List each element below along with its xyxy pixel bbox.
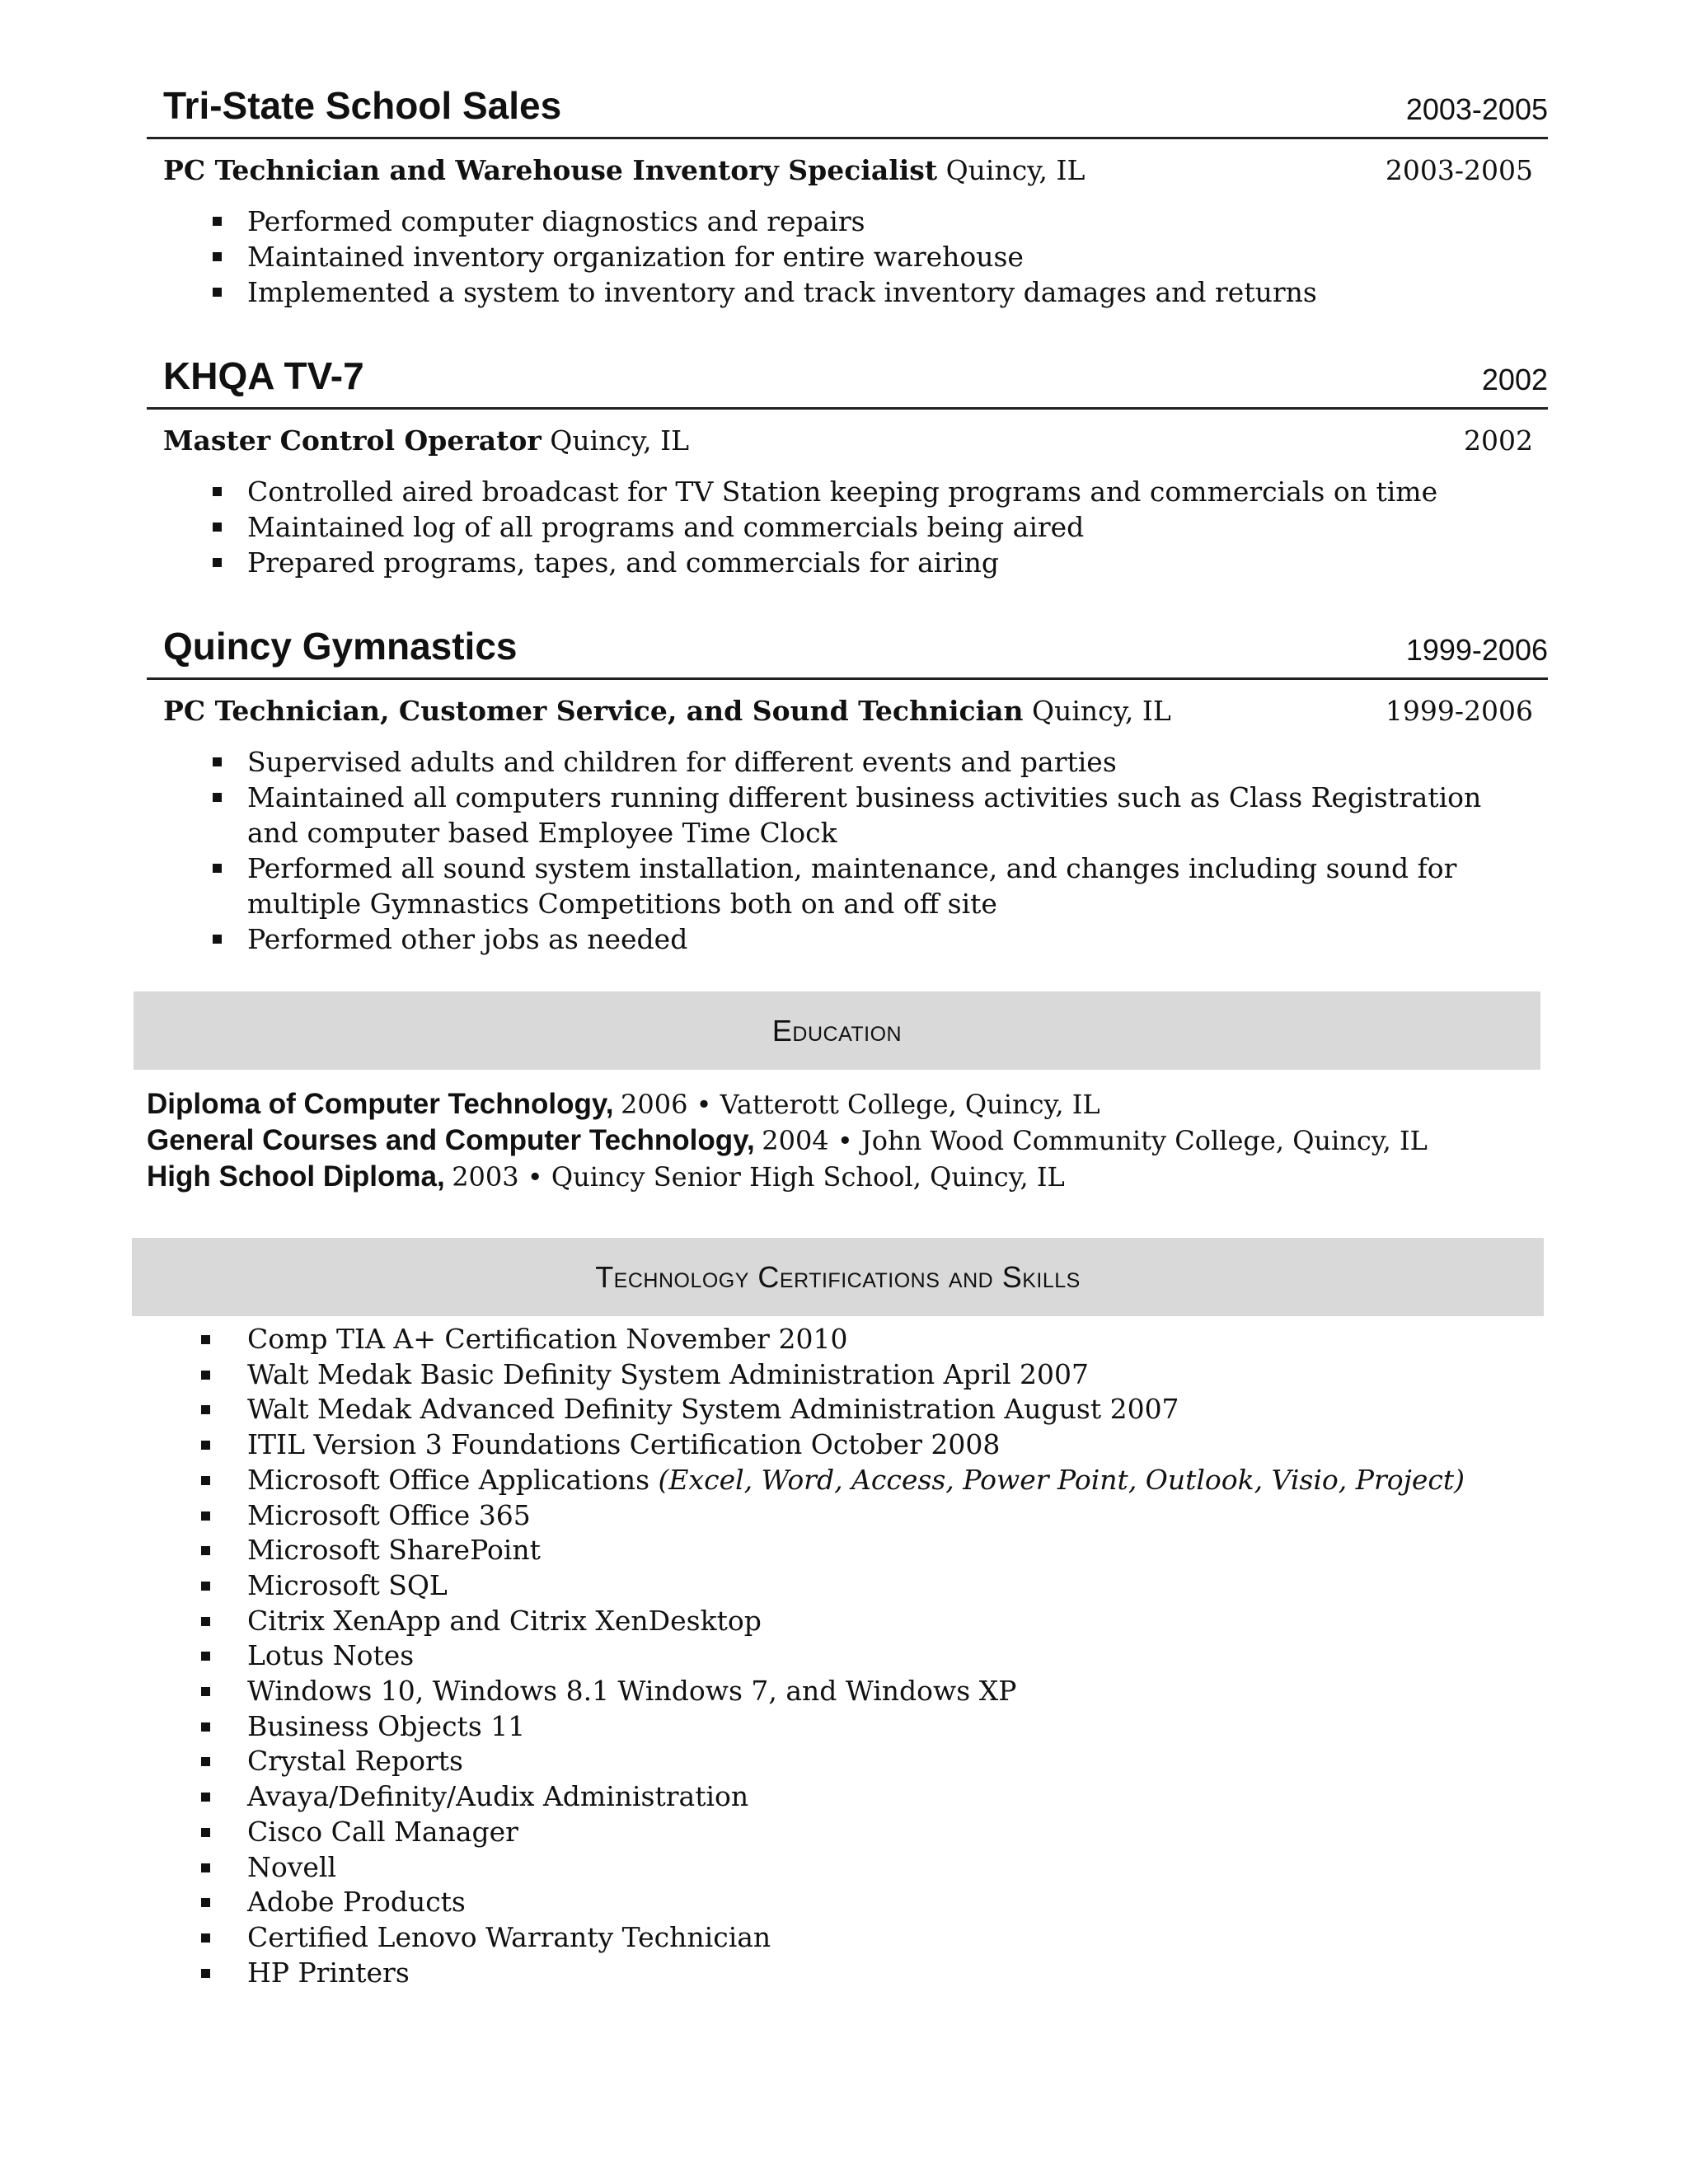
list-item — [147, 1604, 1465, 1639]
skill-text: Avaya/Definity/Audix Administration — [247, 1780, 749, 1813]
square-bullet-icon — [213, 487, 222, 496]
section-title-skills: Technology Certifications and Skills — [595, 1260, 1081, 1294]
list-item — [147, 1885, 1465, 1920]
degree-detail: 2003 • Quincy Senior High School, Quincy, IL — [452, 1161, 1065, 1193]
list-item — [147, 1815, 1465, 1850]
list-item — [147, 1850, 1465, 1886]
role-location: Quincy, IL — [945, 154, 1085, 186]
list-item — [147, 474, 1533, 509]
role-line — [147, 148, 1548, 194]
square-bullet-icon — [201, 1476, 210, 1485]
list-item — [147, 1956, 1465, 1991]
square-bullet-icon — [201, 1405, 210, 1414]
role-years: 1999-2006 — [1385, 695, 1533, 727]
list-item — [147, 1568, 1465, 1604]
duty-text: Performed other jobs as needed — [247, 923, 688, 955]
skill-text: ITIL Version 3 Foundations Certification October 2008 — [247, 1428, 1001, 1461]
role-name: Master Control Operator — [163, 424, 542, 457]
duties-list — [147, 744, 1548, 957]
degree-name: Diploma of Computer Technology, — [147, 1088, 614, 1120]
list-item — [147, 239, 1533, 274]
skills-heading-band — [132, 1238, 1544, 1316]
list-item — [147, 1392, 1465, 1427]
company-years: 2003-2005 — [1405, 92, 1548, 126]
job-header — [147, 349, 1548, 410]
square-bullet-icon — [201, 1371, 210, 1380]
list-item — [147, 1357, 1465, 1393]
square-bullet-icon — [201, 1898, 210, 1907]
duty-text: Supervised adults and children for different events and parties — [247, 746, 1117, 778]
company-years: 2002 — [1481, 363, 1548, 396]
education-entry — [147, 1159, 1548, 1195]
duty-text: Maintained log of all programs and commercials being aired — [247, 511, 1085, 543]
skill-text: Lotus Notes — [247, 1639, 415, 1672]
list-item — [147, 921, 1533, 957]
square-bullet-icon — [201, 1757, 210, 1766]
degree-detail: 2006 • Vatterott College, Quincy, IL — [620, 1089, 1100, 1120]
duties-list — [147, 474, 1548, 580]
square-bullet-icon — [201, 1933, 210, 1943]
section-title-education: Education — [771, 1014, 903, 1047]
list-item — [147, 851, 1533, 921]
company-name: Tri-State School Sales — [163, 84, 562, 127]
skill-text: Cisco Call Manager — [247, 1815, 518, 1848]
skill-text: Microsoft SharePoint — [247, 1534, 541, 1567]
square-bullet-icon — [201, 1511, 210, 1521]
square-bullet-icon — [201, 1969, 210, 1978]
skill-text: Windows 10, Windows 8.1 Windows 7, and Windows XP — [247, 1675, 1017, 1708]
skill-text: Certified Lenovo Warranty Technician — [247, 1920, 771, 1953]
skill-text: Adobe Products — [247, 1886, 466, 1919]
degree-detail: 2004 • John Wood Community College, Quincy, IL — [762, 1125, 1428, 1156]
skill-text: Comp TIA A+ Certification November 2010 — [247, 1323, 848, 1355]
list-item — [147, 744, 1533, 780]
list-item — [147, 204, 1533, 239]
duty-text: Prepared programs, tapes, and commercials for airing — [247, 546, 1000, 579]
education-list — [147, 1086, 1548, 1195]
square-bullet-icon — [213, 288, 222, 297]
job-header — [147, 79, 1548, 139]
list-item — [147, 1779, 1465, 1815]
job-tri-state-school-sales — [147, 79, 1548, 310]
duty-text: Maintained inventory organization for entire warehouse — [247, 241, 1024, 273]
skill-text: Walt Medak Basic Definity System Administration April 2007 — [247, 1357, 1089, 1390]
skill-text: Business Objects 11 — [247, 1709, 526, 1742]
role-title — [163, 148, 1085, 194]
square-bullet-icon — [213, 757, 222, 766]
role-title — [163, 418, 689, 464]
list-item — [147, 1744, 1465, 1779]
square-bullet-icon — [213, 793, 222, 802]
role-years: 2002 — [1464, 424, 1533, 457]
job-header — [147, 620, 1548, 680]
skill-text: HP Printers — [247, 1956, 410, 1989]
role-location: Quincy, IL — [550, 424, 690, 457]
role-name: PC Technician and Warehouse Inventory Specialist — [163, 154, 938, 186]
list-item — [147, 1674, 1465, 1709]
skill-text: Microsoft Office 365 — [247, 1498, 531, 1531]
role-line — [147, 688, 1548, 734]
square-bullet-icon — [213, 252, 222, 261]
skills-list — [147, 1322, 1465, 1990]
list-item — [147, 1709, 1465, 1745]
square-bullet-icon — [201, 1546, 210, 1555]
square-bullet-icon — [201, 1863, 210, 1872]
square-bullet-icon — [201, 1617, 210, 1626]
skill-detail: (Excel, Word, Access, Power Point, Outlook, Visio, Project) — [658, 1463, 1465, 1496]
list-item — [147, 1322, 1465, 1357]
square-bullet-icon — [201, 1687, 210, 1696]
list-item — [147, 274, 1533, 310]
square-bullet-icon — [201, 1793, 210, 1802]
skill-text: Crystal Reports — [247, 1745, 463, 1778]
square-bullet-icon — [201, 1582, 210, 1591]
square-bullet-icon — [201, 1722, 210, 1732]
duty-text: Controlled aired broadcast for TV Station keeping programs and commercials on time — [247, 476, 1438, 508]
square-bullet-icon — [201, 1441, 210, 1450]
job-quincy-gymnastics — [147, 620, 1548, 957]
skill-text: Walt Medak Advanced Definity System Administration August 2007 — [247, 1393, 1179, 1426]
list-item — [147, 1463, 1465, 1498]
duty-text: Performed computer diagnostics and repairs — [247, 205, 865, 237]
skill-text: Citrix XenApp and Citrix XenDesktop — [247, 1604, 762, 1637]
skill-text: Microsoft Office Applications — [247, 1463, 650, 1496]
skill-text: Novell — [247, 1850, 337, 1883]
duty-text: Maintained all computers running different business activities such as Class Registration and computer based Employee Time Clock — [247, 781, 1482, 849]
list-item — [147, 1427, 1465, 1463]
role-line — [147, 418, 1548, 464]
role-years: 2003-2005 — [1385, 154, 1533, 186]
square-bullet-icon — [201, 1828, 210, 1837]
degree-name: High School Diploma, — [147, 1160, 445, 1193]
education-entry — [147, 1122, 1548, 1159]
company-years: 1999-2006 — [1405, 633, 1548, 667]
square-bullet-icon — [213, 864, 222, 873]
skill-text: Microsoft SQL — [247, 1568, 448, 1601]
degree-name: General Courses and Computer Technology, — [147, 1124, 755, 1156]
company-name: Quincy Gymnastics — [163, 625, 518, 668]
duties-list — [147, 204, 1548, 310]
square-bullet-icon — [201, 1335, 210, 1344]
square-bullet-icon — [213, 523, 222, 532]
square-bullet-icon — [213, 558, 222, 567]
list-item — [147, 1920, 1465, 1956]
list-item — [147, 1498, 1465, 1534]
role-title — [163, 688, 1171, 734]
education-entry — [147, 1086, 1548, 1122]
duty-text: Implemented a system to inventory and track inventory damages and returns — [247, 276, 1317, 308]
square-bullet-icon — [201, 1652, 210, 1661]
education-heading-band — [134, 991, 1540, 1070]
list-item — [147, 1533, 1465, 1568]
job-khqa-tv-7 — [147, 349, 1548, 580]
role-name: PC Technician, Customer Service, and Sound Technician — [163, 695, 1024, 727]
list-item — [147, 545, 1533, 580]
role-location: Quincy, IL — [1032, 695, 1171, 727]
list-item — [147, 1638, 1465, 1674]
list-item — [147, 509, 1533, 545]
duty-text: Performed all sound system installation, maintenance, and changes including sound for multiple Gymnastics Competitions both on and off site — [247, 852, 1457, 920]
list-item — [147, 780, 1533, 851]
company-name: KHQA TV-7 — [163, 354, 364, 397]
square-bullet-icon — [213, 935, 222, 944]
square-bullet-icon — [213, 217, 222, 226]
